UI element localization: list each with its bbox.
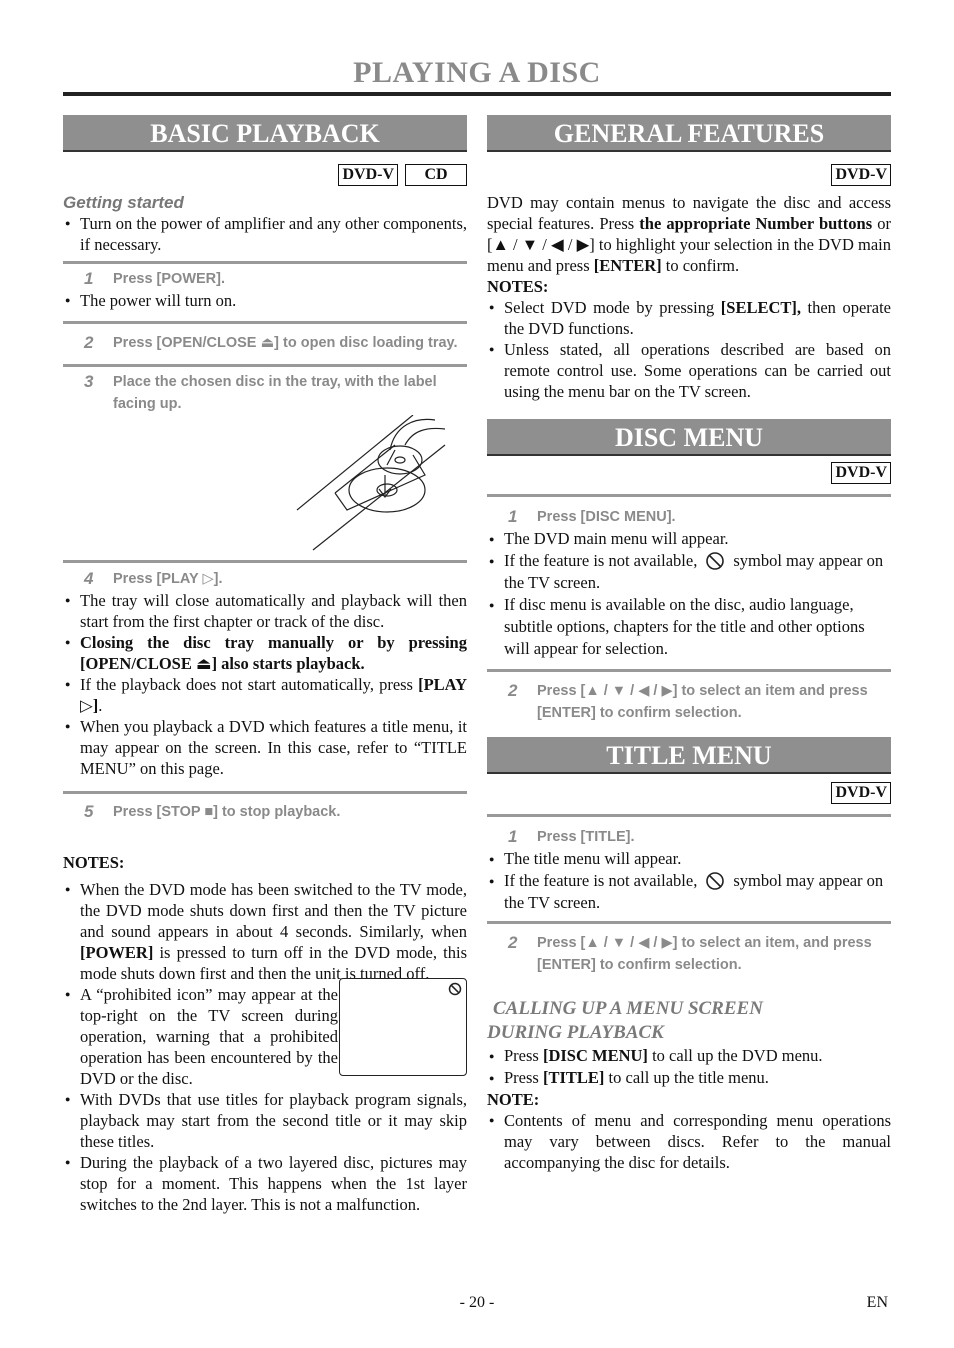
list-item: [487, 1045, 891, 1067]
calling-menu-list: [487, 1045, 891, 1089]
subheading-line: DURING PLAYBACK: [487, 1022, 664, 1043]
subheading-line: CALLING UP A MENU SCREEN: [493, 998, 763, 1019]
intro-bullet: ● Turn on the power of amplifier and any other components, if necessary.: [63, 213, 467, 255]
step-instruction: Press [OPEN/CLOSE ⏏] to open disc loading tray.: [113, 335, 458, 351]
cd-tag: CD: [405, 164, 467, 186]
step-instruction: Press [▲ / ▼ / ◀ / ▶] to select an item, and press [ENTER] to confirm selection.: [537, 935, 872, 973]
step-divider: [487, 669, 891, 672]
bullet-text: If the playback does not start automatically, press: [80, 675, 419, 694]
general-features-heading: GENERAL FEATURES: [487, 115, 891, 152]
disc-menu-heading: DISC MENU: [487, 419, 891, 456]
prohibited-icon: [448, 982, 462, 996]
step-number: 1: [84, 269, 94, 288]
step-divider: [487, 921, 891, 924]
item-text: If the feature is not available,: [504, 551, 698, 570]
step-number: 4: [84, 569, 94, 588]
basic-playback-heading: BASIC PLAYBACK: [63, 115, 467, 152]
disc-menu-step-2: [487, 680, 891, 724]
notes-list: [63, 879, 467, 1215]
step-number: 2: [508, 681, 518, 700]
step-4-bullet: ● Closing the disc tray manually or by pressing [OPEN/CLOSE ⏏] also starts playback.: [63, 632, 467, 674]
page-number: - 20 -: [459, 1294, 495, 1311]
list-item: [487, 1067, 891, 1089]
notes-heading: NOTES:: [63, 853, 125, 872]
notes-heading: NOTES:: [487, 277, 549, 296]
paragraph-text: to confirm.: [661, 256, 740, 275]
step-divider: [63, 261, 467, 264]
item-text: If the feature is not available,: [504, 871, 698, 890]
paragraph-bold: the appropriate Number buttons: [639, 214, 873, 233]
note-heading: NOTE:: [487, 1090, 540, 1109]
title-menu-step-2: [487, 932, 891, 976]
step-4-bullet: ● The tray will close automatically and playback will then start from the first chapter or track of the disc.: [63, 590, 467, 632]
right-column: [487, 115, 891, 1173]
step-number: 2: [84, 333, 94, 352]
note-bullet: ● During the playback of a two layered disc, pictures may stop for a moment. This happens when the 1st layer switches to the 2nd layer. This is not a malfunction.: [63, 1152, 467, 1215]
step-instruction: Press [STOP ■] to stop playback.: [113, 804, 341, 820]
bullet-bold: [PLAY ▷]: [80, 675, 467, 715]
paragraph-bold: [ENTER]: [593, 256, 662, 275]
intro-list: [63, 213, 467, 255]
step-instruction: Place the chosen disc in the tray, with the label facing up.: [113, 374, 437, 412]
title-menu-heading: TITLE MENU: [487, 737, 891, 774]
step-number: 5: [84, 802, 94, 821]
general-features-paragraph: [487, 192, 891, 276]
note-bullet: ● Unless stated, all operations described are based on remote control use. Some operations can be carried out using the menu bar on the TV screen.: [487, 339, 891, 402]
page-title: PLAYING A DISC: [353, 56, 601, 89]
title-menu-step-1: [487, 826, 891, 848]
note-bullet: [487, 297, 891, 339]
step-4: [63, 568, 467, 590]
note-text: When the DVD mode has been switched to the TV mode, the DVD mode shuts down first and then the TV picture and sound appears in about 4 seconds. Similarly, when: [80, 880, 467, 941]
step-number: 2: [508, 933, 518, 952]
disc-type-tags: [63, 164, 467, 186]
disc-menu-list: [487, 528, 891, 660]
disc-tray-icon: [295, 415, 455, 555]
general-notes-list: [487, 297, 891, 402]
step-number: 1: [508, 827, 518, 846]
note-bullet: [63, 984, 467, 1089]
dvd-v-tag: DVD-V: [831, 164, 891, 186]
disc-type-tags: [487, 782, 891, 804]
step-divider: [63, 560, 467, 563]
paragraph-text: DVD may contain menus to navigate the disc and access special features. Press: [487, 193, 891, 233]
step-4-list: [63, 590, 467, 779]
step-2: [63, 332, 467, 354]
step-4-bullet: [63, 674, 467, 716]
paragraph-text: or [▲ / ▼ / ◀ / ▶] to highlight your selection in the DVD main menu and press: [487, 214, 891, 275]
step-4-bullet: ● When you playback a DVD which features a title menu, it may appear on the screen. In this case, refer to “TITLE MENU” on this page.: [63, 716, 467, 779]
item-bold: [TITLE]: [542, 1068, 605, 1087]
step-1-bullet: ● The power will turn on.: [63, 290, 467, 311]
item-text: Press: [504, 1068, 543, 1087]
step-instruction: Press [PLAY ▷].: [113, 571, 223, 587]
dvd-v-tag: DVD-V: [831, 782, 891, 804]
step-number: 3: [84, 372, 94, 391]
note-text: Select DVD mode by pressing: [504, 298, 721, 317]
item-text: to call up the DVD menu.: [647, 1046, 823, 1065]
list-item: ● If disc menu is available on the disc, audio language, subtitle options, chapters for the title and other options will appear for selection.: [487, 594, 891, 660]
language-code: EN: [866, 1294, 888, 1311]
note-text: ● A “prohibited icon” may appear at the top-right on the TV screen during operation, warning that a prohibited operation has been encountered by the DVD or the disc.: [80, 985, 338, 1088]
calling-menu-subheading: [487, 997, 891, 1021]
bullet-text: .: [98, 696, 103, 715]
list-item: [487, 870, 891, 914]
step-divider: [63, 791, 467, 794]
prohibited-icon: [705, 871, 725, 891]
item-bold: [DISC MENU]: [542, 1046, 648, 1065]
step-1-list: [63, 290, 467, 311]
note-list: [487, 1110, 891, 1173]
list-item: ● The title menu will appear.: [487, 848, 891, 870]
step-divider: [63, 364, 467, 367]
disc-type-tags: [487, 462, 891, 484]
disc-type-tags: [487, 164, 891, 186]
list-item: ● The DVD main menu will appear.: [487, 528, 891, 550]
step-5: [63, 801, 467, 823]
step-3: [63, 371, 467, 415]
dvd-v-tag: DVD-V: [338, 164, 398, 186]
step-instruction: Press [TITLE].: [537, 829, 635, 845]
prohibited-icon: [705, 551, 725, 571]
step-divider: [487, 494, 891, 497]
item-text: Press: [504, 1046, 543, 1065]
step-instruction: Press [POWER].: [113, 271, 225, 287]
note-bullet: ● Contents of menu and corresponding menu operations may vary between discs. Refer to the manual accompanying the disc for details.: [487, 1110, 891, 1173]
step-number: 1: [508, 507, 518, 526]
item-text: symbol may appear on the TV screen.: [504, 871, 884, 912]
title-menu-list: [487, 848, 891, 914]
note-bold: [POWER]: [80, 943, 154, 962]
step-instruction: Press [DISC MENU].: [537, 509, 676, 525]
tv-screen-illustration: [339, 978, 467, 1076]
item-text: symbol may appear on the TV screen.: [504, 551, 884, 592]
getting-started-subheading: Getting started: [63, 193, 184, 212]
note-bold: [SELECT],: [720, 298, 802, 317]
note-text: is pressed to turn off in the DVD mode, this mode shuts down first and then the unit is turned off.: [80, 943, 467, 983]
step-1: [63, 268, 467, 290]
disc-tray-illustration: [63, 415, 467, 560]
step-divider: [63, 321, 467, 324]
note-text: then operate the DVD functions.: [504, 298, 891, 338]
list-item: [487, 550, 891, 594]
note-bullet: ● With DVDs that use titles for playback program signals, playback may start from the second title or it may skip these titles.: [63, 1089, 467, 1152]
basic-playback-section: [63, 115, 467, 1215]
title-rule: [63, 92, 891, 96]
disc-menu-step-1: [487, 506, 891, 528]
step-divider: [487, 814, 891, 817]
step-instruction: Press [▲ / ▼ / ◀ / ▶] to select an item and press [ENTER] to confirm selection.: [537, 683, 868, 721]
dvd-v-tag: DVD-V: [831, 462, 891, 484]
item-text: to call up the title menu.: [604, 1068, 769, 1087]
note-bullet: [63, 879, 467, 984]
